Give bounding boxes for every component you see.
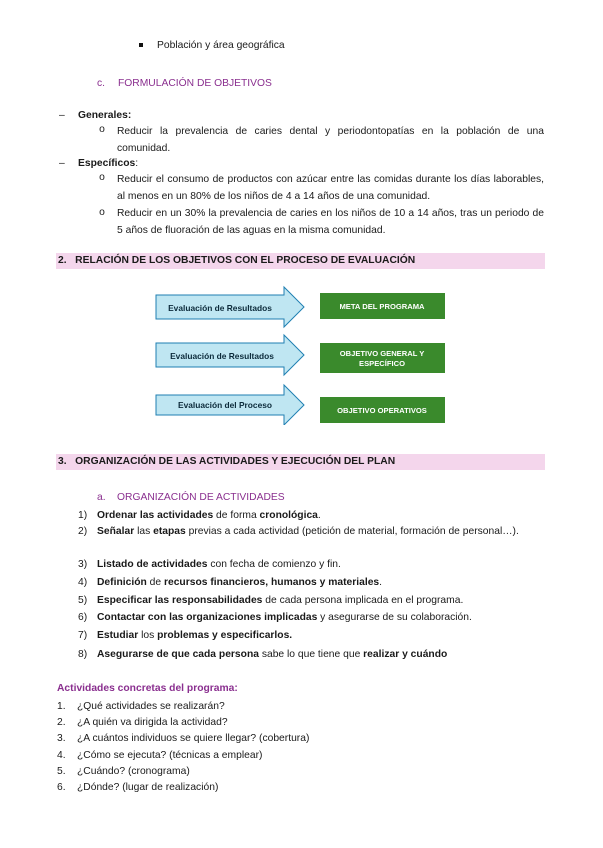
concrete-number: 1. xyxy=(57,701,66,712)
concrete-item: ¿A quién va dirigida la actividad? xyxy=(77,717,228,729)
generales-label: Generales: xyxy=(78,110,132,121)
diagram-box-2 xyxy=(320,343,445,373)
evaluation-diagram xyxy=(150,285,450,425)
concrete-item: ¿Qué actividades se realizarán? xyxy=(77,701,225,712)
diagram-row-2 xyxy=(156,335,445,375)
concrete-title: Actividades concretas del programa: xyxy=(57,683,238,694)
activity-item: Especificar las responsabilidades de cada persona implicada en el programa. xyxy=(97,595,464,606)
activity-number: 2) xyxy=(78,526,88,537)
diagram-arrow-label-2: Evaluación de Resultados xyxy=(170,351,274,361)
concrete-item: ¿A cuántos individuos se quiere llegar? (cobertura) xyxy=(77,733,310,745)
diagram-box-label-1: META DEL PROGRAMA xyxy=(339,302,425,311)
diagram-row-1 xyxy=(156,287,445,327)
section-2-title: 2. RELACIÓN DE LOS OBJETIVOS CON EL PROCESO DE EVALUACIÓN xyxy=(58,254,416,266)
section-a-title: ORGANIZACIÓN DE ACTIVIDADES xyxy=(117,492,285,503)
activity-number: 3) xyxy=(78,559,88,570)
activity-item: Señalar las etapas previas a cada actividad (petición de material, formación de personal…). xyxy=(97,526,519,537)
dash-icon: – xyxy=(59,110,65,121)
concrete-number: 3. xyxy=(57,733,66,745)
activity-number: 6) xyxy=(78,612,88,623)
top-bullet-text: Población y área geográfica xyxy=(157,40,285,51)
activity-item: Ordenar las actividades de forma cronológica. xyxy=(97,510,321,521)
concrete-item: ¿Dónde? (lugar de realización) xyxy=(77,782,219,793)
activity-item: Listado de actividades con fecha de comienzo y fin. xyxy=(97,559,341,570)
diagram-row-3 xyxy=(156,385,445,425)
diagram-box-label-2: OBJETIVO GENERAL Y ESPECÍFICO xyxy=(339,349,425,368)
concrete-item: ¿Cómo se ejecuta? (técnicas a emplear) xyxy=(77,749,263,761)
section-3-header xyxy=(56,454,545,470)
section-c-title: FORMULACIÓN DE OBJETIVOS xyxy=(118,78,272,89)
activity-item: Asegurarse de que cada persona sabe lo que tiene que realizar y cuándo xyxy=(97,649,448,660)
circle-bullet-icon: o xyxy=(99,124,105,135)
activity-item: Contactar con las organizaciones implicadas y asegurarse de su colaboración. xyxy=(97,612,472,623)
concrete-number: 6. xyxy=(57,782,66,793)
activity-number: 7) xyxy=(78,630,88,641)
concrete-number: 2. xyxy=(57,717,66,729)
section-3-title: 3. ORGANIZACIÓN DE LAS ACTIVIDADES Y EJECUCIÓN DEL PLAN xyxy=(58,455,396,467)
activity-item: Estudiar los problemas y especificarlos. xyxy=(97,630,293,641)
generales-item: Reducir la prevalencia de caries dental y periodontopatías en la población de una comunidad. xyxy=(117,126,544,154)
section-a-marker: a. xyxy=(97,492,106,503)
concrete-number: 5. xyxy=(57,765,66,777)
especificos-item-1: Reducir el consumo de productos con azúcar entre las comidas durante los días laborables, al menos en un 80% de los niños de 4 a 14 años de una comunidad. xyxy=(117,174,544,202)
dash-icon: – xyxy=(59,158,65,169)
activity-number: 8) xyxy=(78,649,88,660)
bullet-square-icon xyxy=(139,43,143,47)
diagram-box-label-3: OBJETIVO OPERATIVOS xyxy=(337,406,427,415)
activity-number: 1) xyxy=(78,510,88,521)
circle-bullet-icon: o xyxy=(99,172,105,183)
concrete-number: 4. xyxy=(57,749,66,761)
especificos-label: Específicos: xyxy=(78,158,139,169)
concrete-item: ¿Cuándo? (cronograma) xyxy=(77,765,190,777)
activity-number: 4) xyxy=(78,577,88,588)
circle-bullet-icon: o xyxy=(99,207,105,218)
diagram-arrow-label-3: Evaluación del Proceso xyxy=(177,400,273,410)
especificos-item-2: Reducir en un 30% la prevalencia de caries en los niños de 10 a 14 años, tras un periodo de 5 años de fluoración de las aguas en la misma comunidad. xyxy=(117,208,544,236)
section-2-header xyxy=(56,253,545,269)
diagram-arrow-label-1: Evaluación de Resultados xyxy=(168,303,272,313)
activity-number: 5) xyxy=(78,595,88,606)
section-c-marker: c. xyxy=(97,78,106,89)
activity-item: Definición de recursos financieros, humanos y materiales. xyxy=(97,577,383,588)
